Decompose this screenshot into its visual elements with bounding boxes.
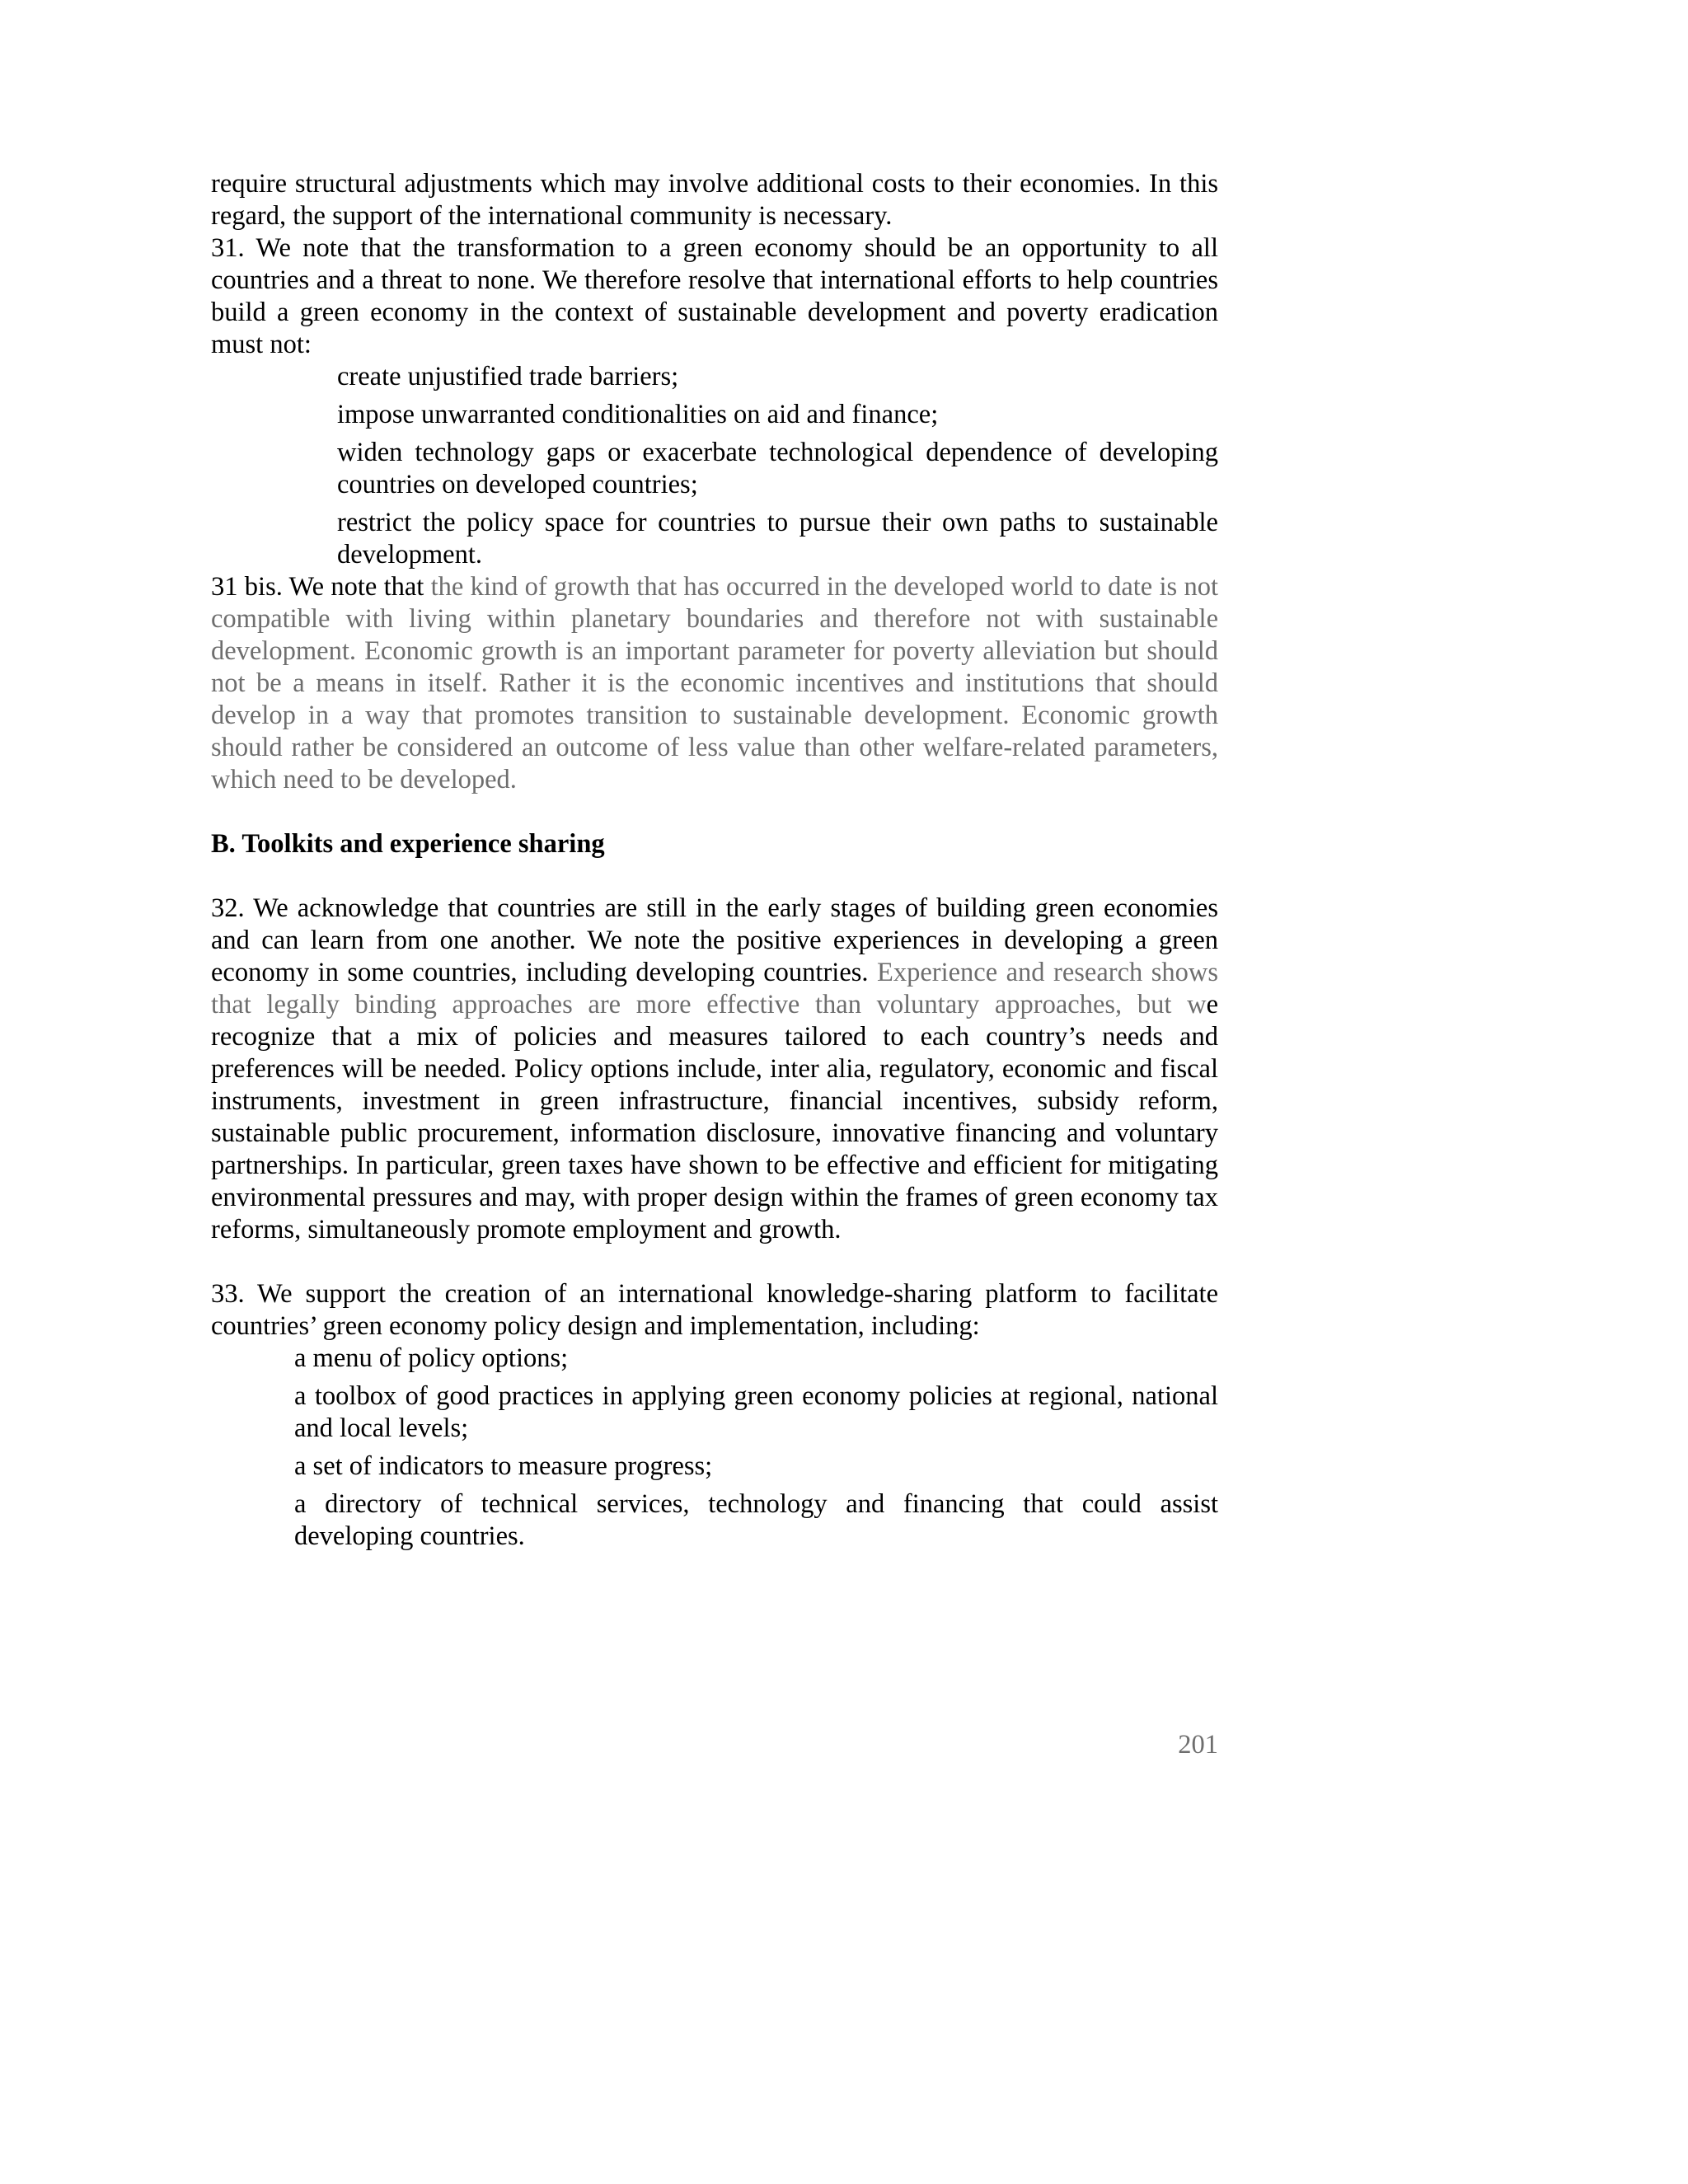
- list-item: impose unwarranted conditionalities on aid and finance;: [337, 400, 939, 429]
- paragraph-32-rest: e recognize that a mix of policies and measures tailored to each country’s needs and preferences will be needed. Policy options include, inter alia, regulatory, economic and fiscal instruments, investment in green infrastructure, financial incentives, subsidy reform, sustainable public procurement, information disclosure, innovative financing and voluntary partnerships. In particular, green taxes have shown to be effective and efficient for mitigating environmental pressures and may, with proper design within the frames of green economy tax reforms, simultaneously promote employment and growth.: [211, 990, 1218, 1244]
- paragraph-32: [211, 893, 1218, 1246]
- paragraph-31-list: [337, 361, 1218, 571]
- paragraph-32-lead: 32. We acknowledge that countries are still in the early stages of building green economies and can learn from one another. We note the positive experiences in developing a green economy in some countries, including developing countries.: [211, 893, 1218, 987]
- intro-paragraph: require structural adjustments which may involve additional costs to their economies. In this regard, the support of the international community is necessary.: [211, 169, 1218, 231]
- paragraph-31-bis-highlight: the kind of growth that has occurred in the developed world to date is not compatible with living within planetary boundaries and therefore not with sustainable development. Economic growth is an important parameter for poverty alleviation but should not be a means in itself. Rather it is the economic incentives and institutions that should develop in a way that promotes transition to sustainable development. Economic growth should rather be considered an outcome of less value than other welfare-related parameters, which need to be developed.: [211, 572, 1218, 794]
- list-item: a toolbox of good practices in applying green economy policies at regional, national and local levels;: [294, 1381, 1218, 1443]
- paragraph-31-bis: [211, 571, 1218, 796]
- document-page: [211, 168, 1218, 1553]
- page-number: 201: [1178, 1730, 1218, 1760]
- paragraph-32-highlight: Experience and research shows that legally binding approaches are more effective than voluntary approaches, but w: [211, 958, 1219, 1019]
- list-item: widen technology gaps or exacerbate technological dependence of developing countries on developed countries;: [337, 438, 1218, 499]
- paragraph-31-bis-lead: 31 bis. We note that: [211, 572, 431, 602]
- list-item: restrict the policy space for countries to pursue their own paths to sustainable development.: [337, 508, 1218, 569]
- list-item: a menu of policy options;: [294, 1343, 569, 1373]
- list-item: a set of indicators to measure progress;: [294, 1451, 713, 1481]
- list-item: create unjustified trade barriers;: [337, 362, 679, 391]
- section-b-heading: B. Toolkits and experience sharing: [211, 829, 605, 859]
- list-item: a directory of technical services, technology and financing that could assist developing countries.: [294, 1489, 1218, 1551]
- paragraph-33: 33. We support the creation of an international knowledge-sharing platform to facilitate countries’ green economy policy design and implementation, including:: [211, 1279, 1218, 1341]
- paragraph-31: 31. We note that the transformation to a green economy should be an opportunity to all countries and a threat to none. We therefore resolve that international efforts to help countries build a green economy in the context of sustainable development and poverty eradication must not:: [211, 233, 1218, 359]
- paragraph-33-list: [294, 1343, 1218, 1553]
